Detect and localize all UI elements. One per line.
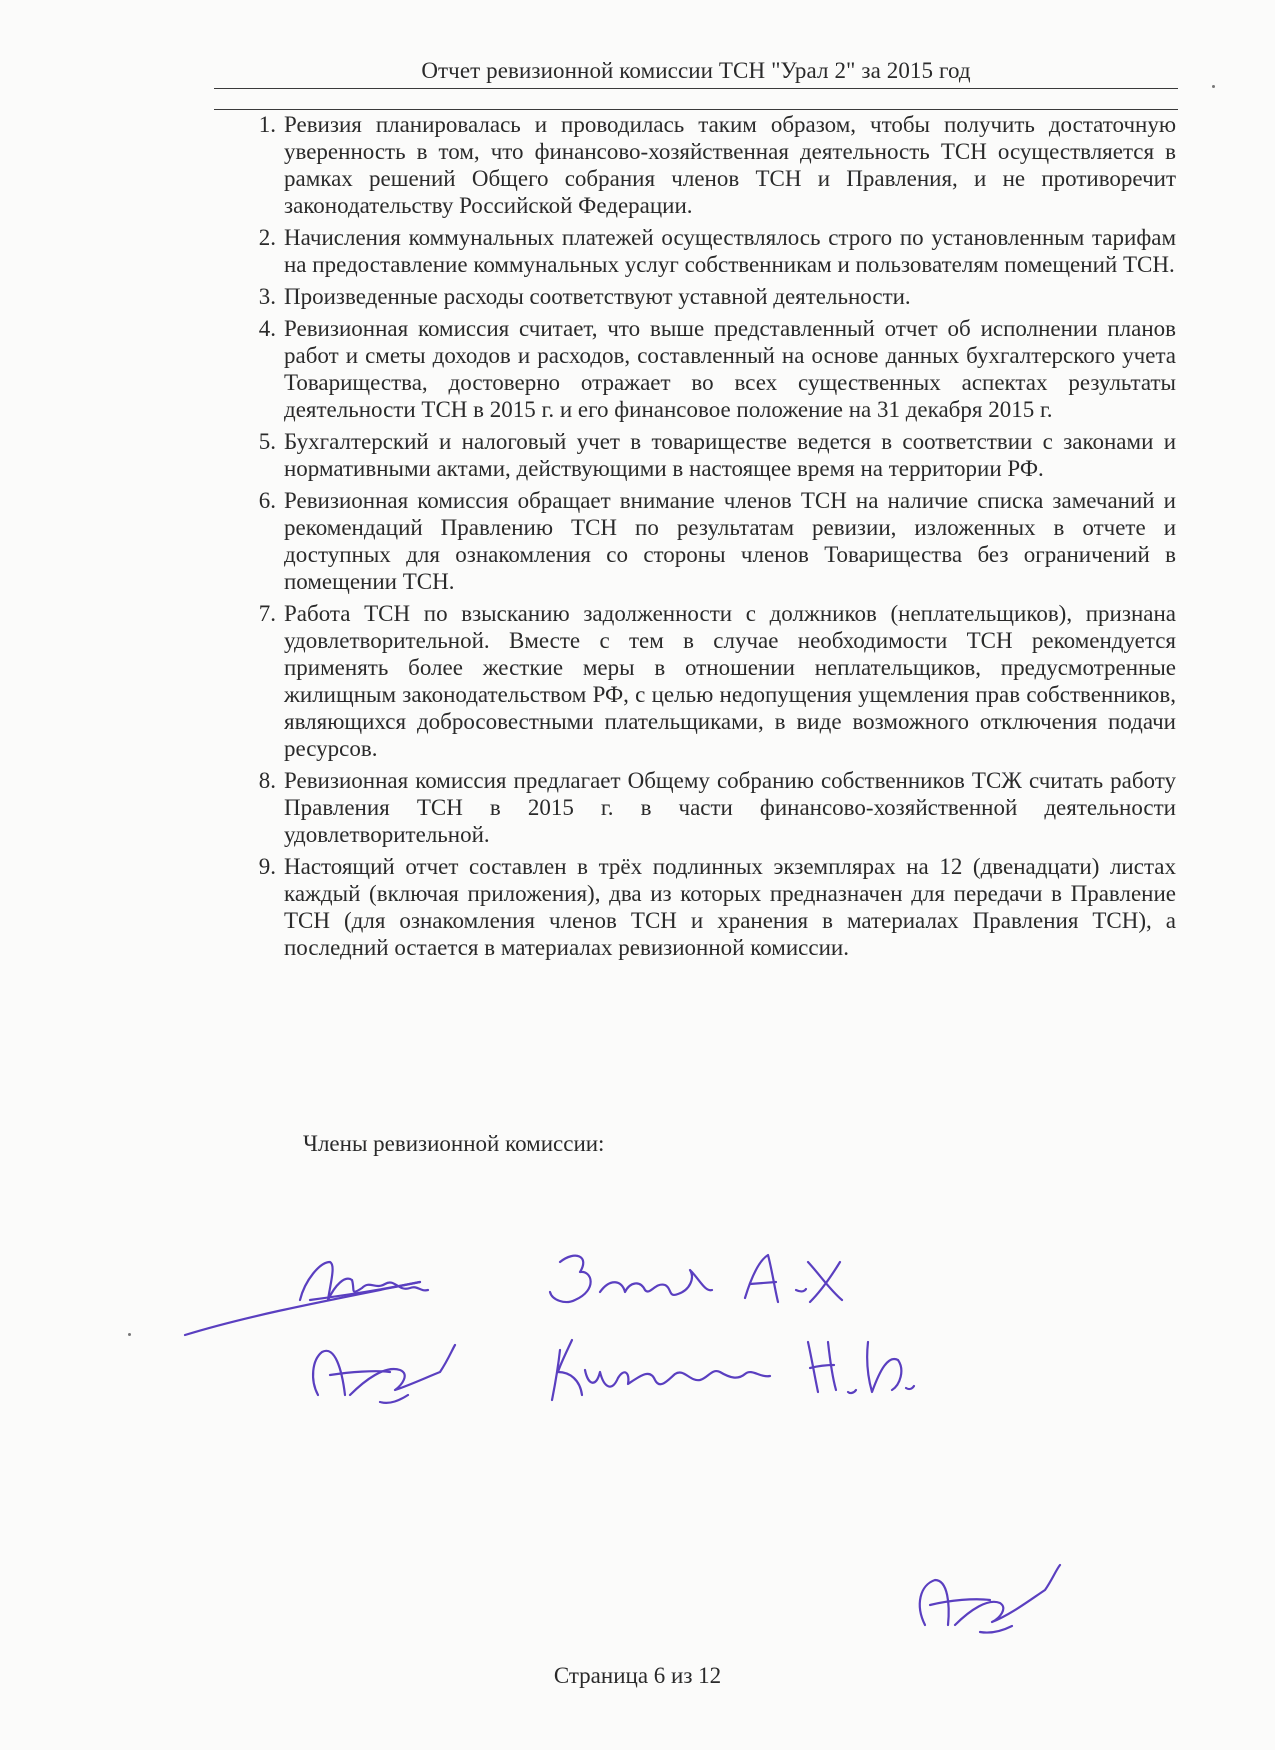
item-text: Ревизионная комиссия считает, что выше представленный отчет об исполнении планов работ и сметы доходов и расходов, составленный на основе данных бухгалтерского учета Товарищества, достоверно отражает во всех существенных аспектах результаты деятельности ТСН в 2015 г. и его финансовое положение на 31 декабря 2015 г. <box>284 316 1176 422</box>
item-text: Работа ТСН по взысканию задолженности с должников (неплательщиков), признана удовлетворительной. Вместе с тем в случае необходимости ТСН рекомендуется применять более жесткие меры в отношении неплательщиков, предусмотренные жилищным законодательством РФ, с целью недопущения ущемления прав собственников, являющихся добросовестными плательщиками, в виде возможного отключения подачи ресурсов. <box>284 601 1176 761</box>
item-text: Ревизионная комиссия предлагает Общему собранию собственников ТСЖ считать работу Правления ТСН в 2015 г. в части финансово-хозяйственной деятельности удовлетворительной. <box>284 768 1176 847</box>
scan-speck <box>1212 85 1215 88</box>
item-text: Начисления коммунальных платежей осуществлялось строго по установленным тарифам на предоставление коммунальных услуг собственникам и пользователям помещений ТСН. <box>284 225 1176 277</box>
signature-2-zaripov <box>550 1255 842 1302</box>
item-text: Ревизия планировалась и проводилась таким образом, чтобы получить достаточную уверенность в том, что финансово-хозяйственная деятельность ТСН осуществляется в рамках решений Общего собрания членов ТСН и Правления, и не противоречит законодательству Российской Федерации. <box>284 112 1176 218</box>
item-number: 5. <box>258 429 276 454</box>
item-text: Произведенные расходы соответствуют уставной деятельности. <box>284 284 911 309</box>
scan-speck <box>128 1333 131 1336</box>
item-number: 7. <box>258 601 276 626</box>
item-text: Бухгалтерский и налоговый учет в товариществе ведется в соответствии с законами и нормативными актами, действующими в настоящее время на территории РФ. <box>284 429 1176 481</box>
item-number: 4. <box>258 316 276 341</box>
document-title: Отчет ревизионной комиссии ТСН "Урал 2" за 2015 год <box>421 58 971 83</box>
item-number: 6. <box>258 488 276 513</box>
members-label: Члены ревизионной комиссии: <box>303 1131 605 1156</box>
item-number: 1. <box>258 112 276 137</box>
item-number: 9. <box>258 854 276 879</box>
item-text: Ревизионная комиссия обращает внимание членов ТСН на наличие списка замечаний и рекомендаций Правлению ТСН по результатам ревизии, изложенных в отчете и доступных для ознакомления со стороны членов Товарищества без ограничений в помещении ТСН. <box>284 488 1176 594</box>
page-number: Страница 6 из 12 <box>553 1663 722 1688</box>
signature-1 <box>185 1262 428 1335</box>
item-number: 3. <box>258 284 276 309</box>
item-text: Настоящий отчет составлен в трёх подлинных экземплярах на 12 (двенадцати) листах каждый (включая приложения), два из которых предназначен для передачи в Правление ТСН (для ознакомления членов ТСН и хранения в материалах Правления ТСН), а последний остается в материалах ревизионной комиссии. <box>284 854 1176 960</box>
initials-stamp-bottom <box>920 1565 1060 1633</box>
item-number: 8. <box>258 768 276 793</box>
signature-3 <box>313 1345 455 1403</box>
item-number: 2. <box>258 225 276 250</box>
signature-4-kuznetsova <box>552 1340 914 1400</box>
